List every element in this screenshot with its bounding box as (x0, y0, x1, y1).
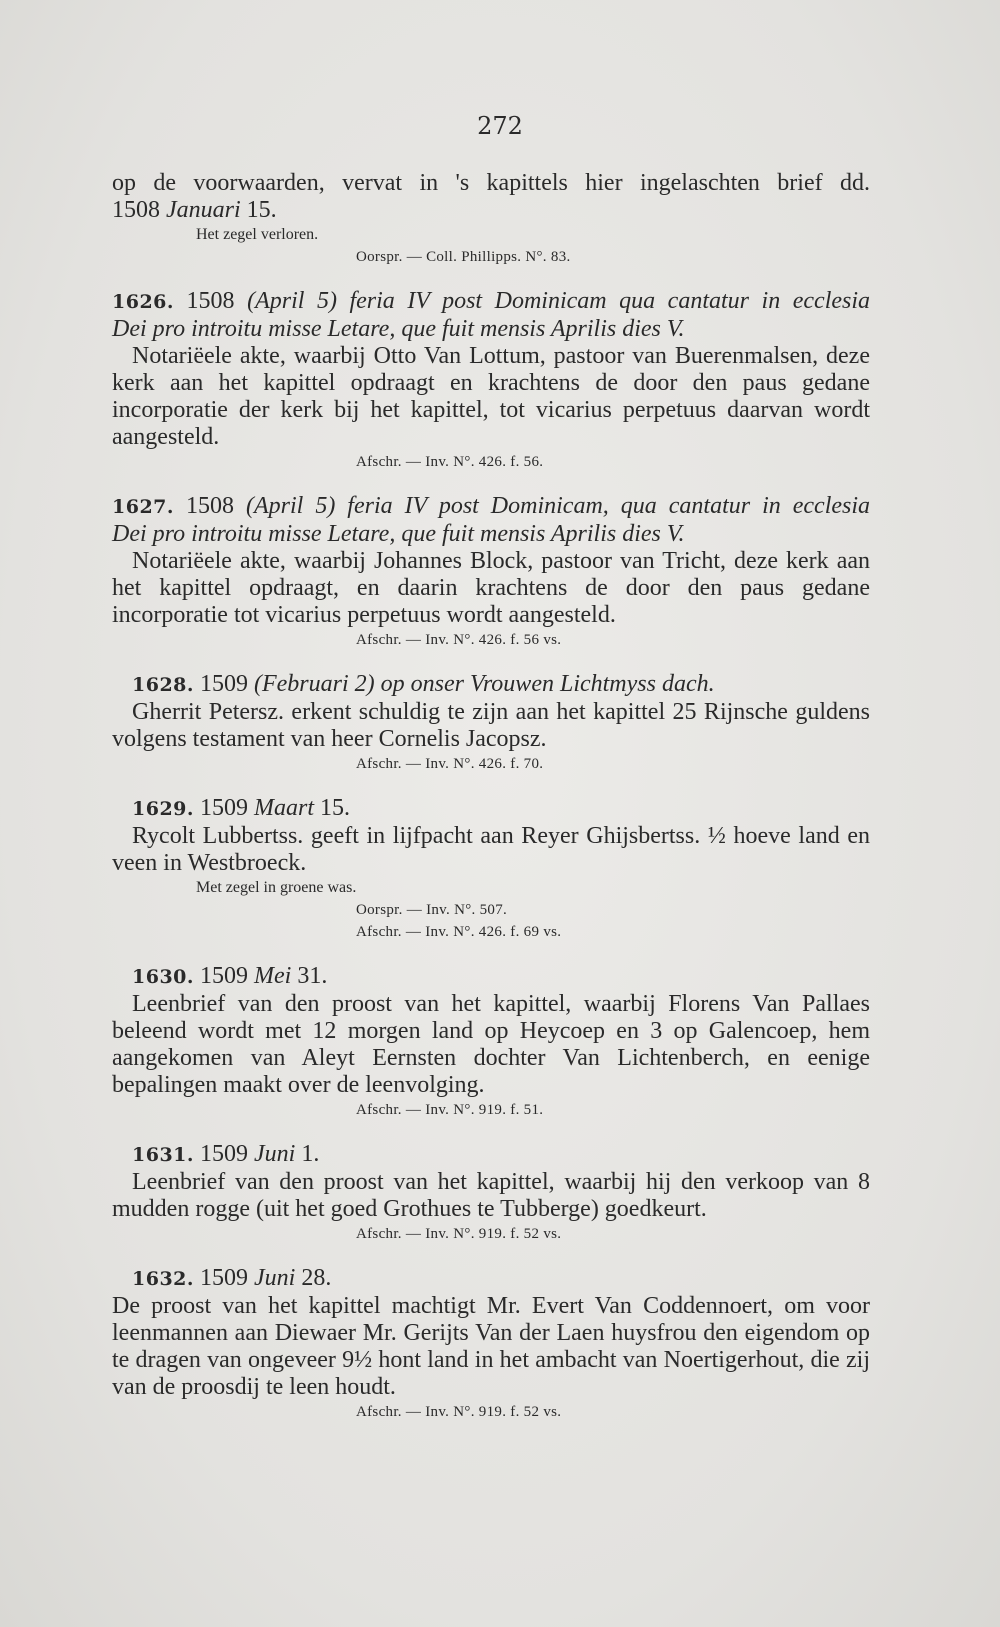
entry-day: 15. (320, 795, 350, 821)
entry-source: Afschr. — Inv. N°. 426. f. 56. (356, 454, 544, 470)
entry-body: Notariëele akte, waarbij Johannes Block, pastoor van Tricht, deze kerk aan het kapittel opdraagt, en daarin krachtens de door den paus gedane incorporatie tot vicarius perpetuus wordt aangesteld. (112, 548, 870, 628)
entry-year: 1508 (186, 493, 234, 519)
entry-month: Juni (254, 1265, 296, 1291)
entry-heading-text-2: Dei pro introitu misse Letare, que fuit mensis Aprilis dies V. (112, 521, 685, 547)
entry-heading (112, 288, 870, 316)
entry-heading (112, 1265, 870, 1293)
entry-source: Afschr. — Inv. N°. 919. f. 51. (356, 1102, 544, 1118)
entry-1631 (112, 1141, 870, 1245)
entry-note: Met zegel in groene was. (196, 879, 357, 896)
entry-year: 1509 (200, 1265, 248, 1291)
entry-body: Gherrit Petersz. erkent schuldig te zijn aan het kapittel 25 Rijnsche guldens volgens testament van heer Cornelis Jacopsz. (112, 699, 870, 752)
entry-number: 1626. (112, 291, 174, 313)
intro-date-line (112, 197, 870, 224)
entry-body: Leenbrief van den proost van het kapittel, waarbij hij den verkoop van 8 mudden rogge (uit het goed Grothues te Tubberge) goedkeurt. (112, 1169, 870, 1222)
entry-heading-text: (April 5) feria IV post Dominicam, qua cantatur in ecclesia (246, 493, 871, 519)
entry-1629 (112, 795, 870, 943)
entry-year: 1509 (200, 795, 248, 821)
entry-day: 31. (297, 963, 328, 989)
entry-source: Afschr. — Inv. N°. 919. f. 52 vs. (356, 1404, 562, 1420)
entry-heading (112, 1141, 870, 1169)
entry-source: Afschr. — Inv. N°. 426. f. 69 vs. (356, 924, 562, 940)
entry-heading-line2 (112, 521, 870, 548)
entry-source: Afschr. — Inv. N°. 919. f. 52 vs. (356, 1226, 562, 1242)
intro-source: Oorspr. — Coll. Phillipps. N°. 83. (356, 249, 571, 265)
intro-line: op de voorwaarden, vervat in 's kapittels hier ingelaschten brief dd. (112, 170, 870, 196)
entry-month: Maart (254, 795, 314, 821)
entry-year: 1508 (186, 288, 235, 314)
intro-month: Januari (166, 197, 241, 223)
entry-year: 1509 (200, 963, 248, 989)
entry-body: Leenbrief van den proost van het kapittel, waarbij Florens Van Pallaes beleend wordt met 12 morgen land op Heycoep en 3 op Galencoep, hem aangekomen van Aleyt Eernsten dochter Van Lichtenberch, en eenige bepalingen maakt over de leenvolging. (112, 991, 870, 1098)
entry-heading-text: (Februari 2) op onser Vrouwen Lichtmyss dach. (254, 671, 715, 697)
entry-1627 (112, 493, 870, 651)
entry-source: Afschr. — Inv. N°. 426. f. 56 vs. (356, 632, 562, 648)
entry-number: 1627. (112, 496, 174, 518)
entry-heading-text: (April 5) feria IV post Dominicam qua cantatur in ecclesia (247, 288, 871, 314)
entry-month: Juni (254, 1141, 296, 1167)
entry-day: 1. (301, 1141, 320, 1167)
entry-source: Afschr. — Inv. N°. 426. f. 70. (356, 756, 544, 772)
entry-heading-text-2: Dei pro introitu misse Letare, que fuit mensis Aprilis dies V. (112, 316, 685, 342)
entry-heading (112, 795, 870, 823)
entry-number: 1628. (132, 674, 194, 696)
page-content (112, 170, 870, 1423)
entry-month: Mei (254, 963, 292, 989)
entry-1632 (112, 1265, 870, 1423)
entry-body: Rycolt Lubbertss. geeft in lijfpacht aan Reyer Ghijsbertss. ½ hoeve land en veen in Westbroeck. (112, 823, 870, 876)
entry-number: 1629. (132, 798, 194, 820)
entry-1626 (112, 288, 870, 473)
intro-day: 15. (246, 197, 277, 223)
page-number: 272 (477, 112, 523, 140)
entry-heading (112, 963, 870, 991)
entry-number: 1630. (132, 966, 194, 988)
entry-body: De proost van het kapittel machtigt Mr. Evert Van Coddennoert, om voor leenmannen aan Diewaer Mr. Gerijts Van der Laen huysfrou den eigendom op te dragen van ongeveer 9½ hont land in het ambacht van Noertigerhout, die zij van de proosdij te leen houdt. (112, 1293, 870, 1400)
entry-heading-line2 (112, 316, 870, 343)
entry-heading (112, 493, 870, 521)
entry-year: 1509 (200, 1141, 248, 1167)
entry-1628 (112, 671, 870, 775)
intro-note: Het zegel verloren. (196, 226, 319, 243)
entry-number: 1632. (132, 1268, 194, 1290)
entry-source: Oorspr. — Inv. N°. 507. (356, 902, 508, 918)
entry-1630 (112, 963, 870, 1121)
intro-year: 1508 (112, 197, 160, 223)
entry-day: 28. (301, 1265, 332, 1291)
entry-number: 1631. (132, 1144, 194, 1166)
entry-body: Notariëele akte, waarbij Otto Van Lottum, pastoor van Buerenmalsen, deze kerk aan het kapittel opdraagt en krachtens de door den paus gedane incorporatie der kerk bij het kapittel, tot vicarius perpetuus daarvan wordt aangesteld. (112, 343, 870, 450)
intro-section (112, 170, 870, 268)
entry-heading (112, 671, 870, 699)
entry-year: 1509 (200, 671, 248, 697)
